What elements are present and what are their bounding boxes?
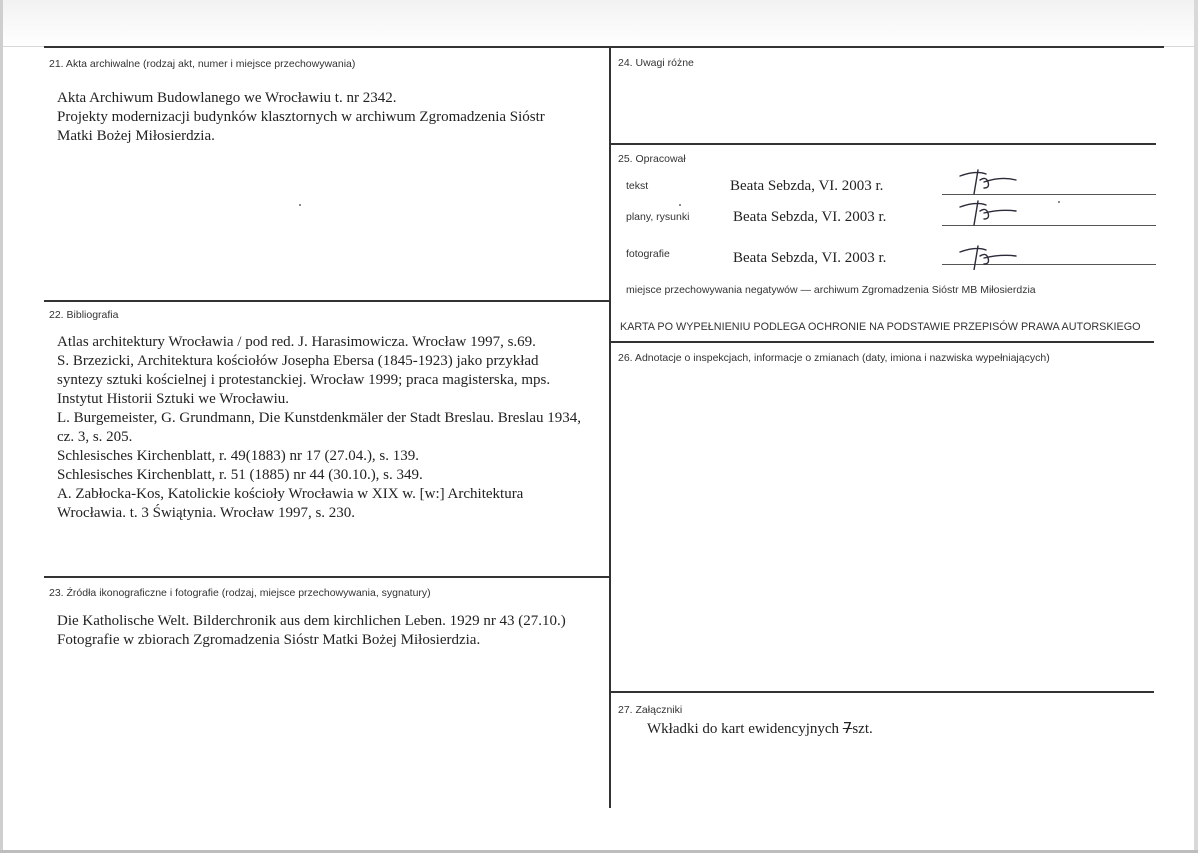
signature-icon bbox=[956, 197, 1036, 227]
zrodla-line: Fotografie w zbiorach Zgromadzenia Sióstr Matki Bożej Miłosierdzia. bbox=[57, 632, 481, 648]
zalaczniki-count: 7 bbox=[842, 719, 853, 737]
copyright-notice: KARTA PO WYPEŁNIENIU PODLEGA OCHRONIE NA PODSTAWIE PRZEPISÓW PRAWA AUTORSKIEGO bbox=[620, 321, 1141, 333]
opracowal-row-plany bbox=[626, 211, 1156, 231]
zrodla-label: 23. Źródła ikonograficzne i fotografie (rodzaj, miejsce przechowywania, sygnatury) bbox=[49, 587, 431, 599]
author-name: Beata Sebzda, VI. 2003 r. bbox=[733, 250, 887, 266]
akta-line: Projekty modernizacji budynków klasztornych w archiwum Zgromadzenia Sióstr bbox=[57, 109, 545, 125]
adnotacje-label: 26. Adnotacje o inspekcjach, informacje o zmianach (daty, imiona i nazwiska wypełniających) bbox=[618, 352, 1050, 364]
bibliografia-line: L. Burgemeister, G. Grundmann, Die Kunstdenkmäler der Stadt Breslau. Breslau 1934, bbox=[57, 410, 582, 426]
opracowal-label: 25. Opracował bbox=[618, 153, 686, 165]
bibliografia-text bbox=[57, 333, 581, 523]
scan-top-edge bbox=[0, 0, 1198, 47]
zrodla-text bbox=[57, 612, 566, 650]
signature-icon bbox=[956, 240, 1036, 270]
column-divider bbox=[609, 46, 611, 808]
role-label: fotografie bbox=[626, 248, 670, 260]
akta-text bbox=[57, 89, 587, 146]
opracowal-row-tekst bbox=[626, 180, 1156, 200]
uwagi-label: 24. Uwagi różne bbox=[618, 57, 694, 69]
scan-right-edge bbox=[1194, 0, 1198, 853]
role-label: plany, rysunki bbox=[626, 211, 690, 223]
zalaczniki-text-after: szt. bbox=[852, 721, 873, 737]
scan-speck bbox=[299, 204, 301, 206]
zrodla-line: Die Katholische Welt. Bilderchronik aus dem kirchlichen Leben. 1929 nr 43 (27.10.) bbox=[57, 613, 566, 629]
role-label: tekst bbox=[626, 180, 649, 192]
bibliografia-line: A. Zabłocka-Kos, Katolickie kościoły Wrocławia w XIX w. [w:] Architektura bbox=[57, 486, 524, 502]
bibliografia-label: 22. Bibliografia bbox=[49, 309, 119, 321]
bibliografia-line: Schlesisches Kirchenblatt, r. 51 (1885) nr 44 (30.10.), s. 349. bbox=[57, 467, 423, 483]
scan-speck bbox=[679, 204, 681, 206]
bibliografia-line: cz. 3, s. 205. bbox=[57, 429, 133, 445]
negatives-location: miejsce przechowywania negatywów — archiwum Zgromadzenia Sióstr MB Miłosierdzia bbox=[626, 284, 1036, 296]
opracowal-row-fotografie bbox=[626, 250, 1156, 270]
top-rule bbox=[44, 46, 1164, 48]
rule-left-2 bbox=[44, 576, 609, 578]
bibliografia-line: Atlas architektury Wrocławia / pod red. J. Harasimowicza. Wrocław 1997, s.69. bbox=[57, 334, 536, 350]
rule-right-1 bbox=[610, 143, 1156, 145]
author-name: Beata Sebzda, VI. 2003 r. bbox=[733, 209, 887, 225]
akta-line: Matki Bożej Miłosierdzia. bbox=[57, 128, 215, 144]
rule-left-1 bbox=[44, 300, 609, 302]
bibliografia-line: Wrocławia. t. 3 Świątynia. Wrocław 1997, s. 230. bbox=[57, 505, 356, 521]
bibliografia-line: S. Brzezicki, Architektura kościołów Josepha Ebersa (1845-1923) jako przykład bbox=[57, 353, 539, 369]
scan-left-edge bbox=[0, 0, 3, 853]
author-name: Beata Sebzda, VI. 2003 r. bbox=[730, 178, 884, 194]
akta-line: Akta Archiwum Budowlanego we Wrocławiu t. nr 2342. bbox=[57, 90, 397, 106]
bibliografia-line: Schlesisches Kirchenblatt, r. 49(1883) nr 17 (27.04.), s. 139. bbox=[57, 448, 420, 464]
rule-right-3 bbox=[610, 691, 1154, 693]
bibliografia-line: syntezy sztuki kościelnej i protestanckiej. Wrocław 1999; praca magisterska, mps. bbox=[57, 372, 551, 388]
rule-right-2 bbox=[610, 341, 1154, 343]
bibliografia-line: Instytut Historii Sztuki we Wrocławiu. bbox=[57, 391, 290, 407]
signature-icon bbox=[956, 166, 1036, 196]
zalaczniki-text bbox=[647, 719, 873, 739]
zalaczniki-text-before: Wkładki do kart ewidencyjnych bbox=[647, 721, 843, 737]
scan-speck bbox=[1058, 201, 1060, 203]
akta-label: 21. Akta archiwalne (rodzaj akt, numer i miejsce przechowywania) bbox=[49, 58, 356, 70]
zalaczniki-label: 27. Załączniki bbox=[618, 704, 683, 716]
